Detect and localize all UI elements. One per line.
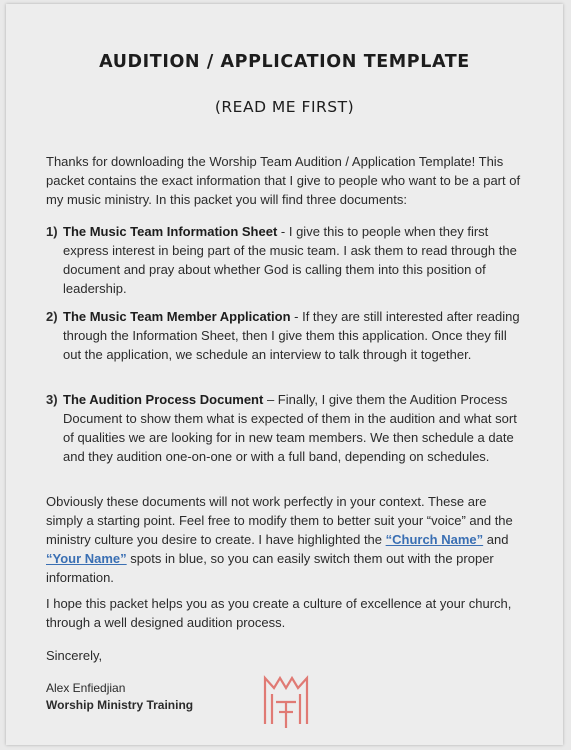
item-text: – Finally, I give them the Audition Process Document to show them what is expected of them in the audition and what sort of qualities we are looking for in new team members. We then schedule a date and they audition one-on-one or with a full band, depending on schedules.	[63, 392, 517, 464]
item-title: The Music Team Member Application	[63, 309, 291, 324]
your-name-highlight: “Your Name”	[46, 551, 127, 566]
context-text: and	[483, 532, 509, 547]
signer-name: Alex Enfiedjian	[46, 681, 126, 695]
list-item	[46, 222, 526, 298]
item-number: 2)	[46, 309, 58, 324]
closing-paragraph: I hope this packet helps you as you create a culture of excellence at your church, through a well designed audition process.	[46, 596, 512, 630]
context-paragraph	[46, 492, 526, 587]
item-text: - I give this to people when they first express interest in being part of the music team. I ask them to read through the document and pray about whether God is calling them into this position of leadership.	[63, 224, 517, 296]
page-subtitle: (READ ME FIRST)	[214, 98, 355, 116]
context-text: Obviously these documents will not work perfectly in your context. These are simply a starting point. Feel free to modify them to better suit your “voice” and the ministry culture you desire to create. I have highlighted the	[46, 494, 513, 547]
item-number: 1)	[46, 224, 58, 239]
signoff: Sincerely,	[46, 648, 103, 663]
list-item	[46, 307, 526, 364]
item-text: - If they are still interested after reading through the Information Sheet, then I give them this application. Once they fill out the application, we schedule an interview to talk through it together.	[63, 309, 520, 362]
organization-name: Worship Ministry Training	[46, 698, 194, 712]
item-number: 3)	[46, 392, 58, 407]
wmt-monogram-logo-icon	[262, 672, 310, 730]
context-text: spots in blue, so you can easily switch them out with the proper information.	[46, 551, 494, 585]
item-title: The Music Team Information Sheet	[63, 224, 278, 239]
list-item	[46, 390, 526, 466]
church-name-highlight: “Church Name”	[385, 532, 484, 547]
item-title: The Audition Process Document	[63, 392, 264, 407]
intro-paragraph: Thanks for downloading the Worship Team Audition / Application Template! This packet contains the exact information that I give to people who want to be a part of my music ministry. In this packet you will find three documents:	[46, 154, 521, 207]
page-title: AUDITION / APPLICATION TEMPLATE	[99, 52, 470, 72]
document-page	[6, 4, 563, 745]
